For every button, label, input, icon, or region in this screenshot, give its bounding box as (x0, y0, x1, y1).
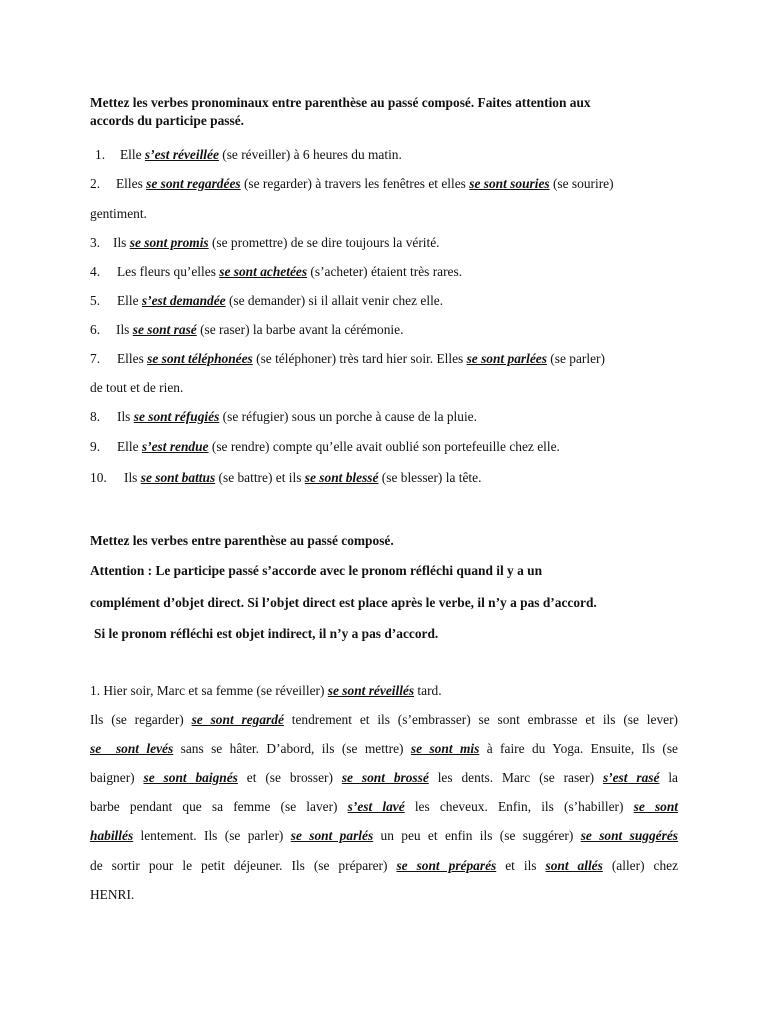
answer: se sont téléphonées (147, 351, 253, 366)
exercise-item-7: 7. Elles se sont téléphonées (se téléphoner) très tard hier soir. Elles se sont parlées (se parler) (90, 351, 605, 366)
answer: sont allés (545, 858, 603, 873)
exercise-item-3: 3. Ils se sont promis (se promettre) de se dire toujours la vérité. (90, 235, 440, 250)
exercise1-instruction-line1: Mettez les verbes pronominaux entre parenthèse au passé composé. Faites attention aux (90, 95, 591, 110)
answer: se sont levés (90, 741, 174, 756)
attention-line1: Attention : Le participe passé s’accorde avec le pronom réfléchi quand il y a un (90, 563, 543, 578)
exercise-item-2-continued: gentiment. (90, 206, 147, 221)
exercise-item-5: 5. Elle s’est demandée (se demander) si il allait venir chez elle. (90, 293, 444, 308)
exercise-item-9: 9. Elle s’est rendue (se rendre) compte qu’elle avait oublié son portefeuille chez elle. (90, 439, 560, 454)
answer: s’est demandée (141, 293, 226, 308)
answer: habillés (90, 828, 134, 843)
answer: s’est rasé (602, 770, 660, 785)
answer: se sont réveillés (327, 683, 415, 698)
answer: se sont blessé (304, 470, 379, 485)
answer: se sont parlés (290, 828, 374, 843)
answer: se sont mis (410, 741, 480, 756)
exercise-item-2: 2. Elles se sont regardées (se regarder) à travers les fenêtres et elles se sont souries (se sourire) (90, 176, 614, 191)
answer: se sont préparés (396, 858, 497, 873)
answer: s’est lavé (347, 799, 405, 814)
exercise-item-4: 4. Les fleurs qu’elles se sont achetées (s’acheter) étaient très rares. (90, 264, 463, 279)
answer: se sont rasé (132, 322, 197, 337)
exercise-item-10: 10. Ils se sont battus (se battre) et ils se sont blessé (se blesser) la tête. (90, 470, 482, 485)
exercise-item-1: 1. Elle s’est réveillée (se réveiller) à 6 heures du matin. (95, 147, 402, 162)
story-line-1: 1. Hier soir, Marc et sa femme (se réveiller) se sont réveillés tard. (90, 683, 442, 698)
answer: se sont regardées (146, 176, 241, 191)
answer: se sont achetées (219, 264, 308, 279)
answer: se sont suggérés (580, 828, 678, 843)
attention-line3: Si le pronom réfléchi est objet indirect, il n’y a pas d’accord. (94, 626, 439, 641)
answer: se sont (633, 799, 679, 814)
story-line-4: baigner) se sont baignés et (se brosser) se sont brossé les dents. Marc (se raser) s’est rasé la (90, 770, 678, 785)
answer: se sont baignés (143, 770, 238, 785)
answer: se sont souries (469, 176, 550, 191)
answer: se sont parlées (466, 351, 547, 366)
answer: s’est réveillée (144, 147, 219, 162)
exercise2-instruction: Mettez les verbes entre parenthèse au passé composé. (90, 533, 394, 548)
answer: se sont battus (140, 470, 216, 485)
attention-line2: complément d’objet direct. Si l’objet direct est place après le verbe, il n’y a pas d’accord. (90, 595, 597, 610)
exercise-item-8: 8. Ils se sont réfugiés (se réfugier) sous un porche à cause de la pluie. (90, 409, 477, 424)
story-line-2: Ils (se regarder) se sont regardé tendrement et ils (s’embrasser) se sont embrasse et ils (se lever) (90, 712, 679, 727)
story-line-8: HENRI. (90, 887, 135, 902)
exercise-item-7-continued: de tout et de rien. (90, 380, 184, 395)
exercise-item-6: 6. Ils se sont rasé (se raser) la barbe avant la cérémonie. (90, 322, 404, 337)
story-line-3: se sont levés sans se hâter. D’abord, ils (se mettre) se sont mis à faire du Yoga. Ensuite, Ils (se (90, 741, 678, 756)
answer: se sont réfugiés (133, 409, 220, 424)
story-line-7: de sortir pour le petit déjeuner. Ils (se préparer) se sont préparés et ils sont allés (aller) chez (90, 858, 679, 873)
answer: s’est rendue (141, 439, 209, 454)
exercise1-instruction-line2: accords du participe passé. (90, 113, 244, 128)
answer: se sont promis (129, 235, 209, 250)
story-line-6: habillés lentement. Ils (se parler) se sont parlés un peu et enfin ils (se suggérer) se sont suggérés (90, 828, 678, 843)
answer: se sont regardé (191, 712, 284, 727)
story-line-5: barbe pendant que sa femme (se laver) s’est lavé les cheveux. Enfin, ils (s’habiller) se sont (90, 799, 679, 814)
answer: se sont brossé (341, 770, 429, 785)
